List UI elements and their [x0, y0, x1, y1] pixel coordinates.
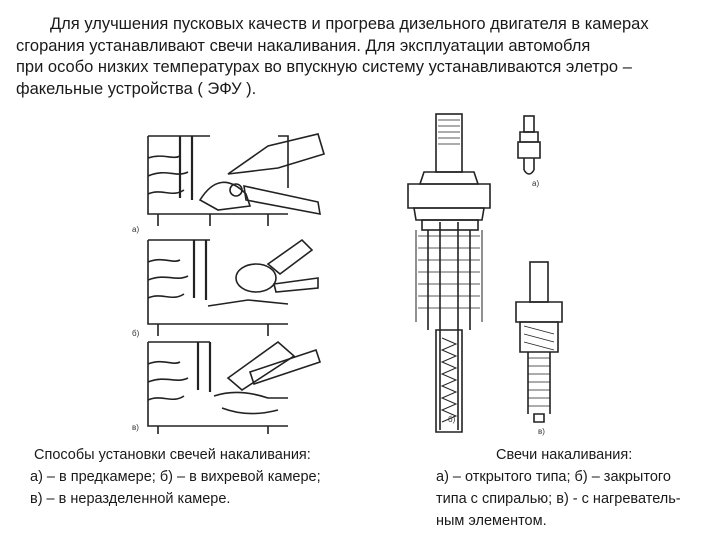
panel-a-drawing: [148, 134, 324, 226]
plug-c-label: в): [538, 427, 545, 436]
plug-b-label: б): [448, 415, 456, 424]
panel-a-label: а): [132, 225, 140, 234]
intro-line-4: факельные устройства ( ЭФУ ).: [16, 79, 257, 98]
caption-left-line-1: а) – в предкамере; б) – в вихревой камере;: [30, 469, 321, 485]
plug-a-label: а): [532, 179, 540, 188]
closed-type-plug-drawing: [408, 114, 490, 432]
panel-b-label: б): [132, 329, 140, 338]
caption-left-line-2: в) – в неразделенной камере.: [30, 491, 231, 507]
heating-element-plug-drawing: [516, 262, 562, 422]
caption-installation-methods: [30, 444, 321, 510]
caption-left-title: Способы установки свечей накаливания:: [34, 447, 311, 463]
intro-line-1: Для улучшения пусковых качеств и прогрева дизельного двигателя в камерах: [50, 15, 649, 33]
caption-right-line-1: а) – открытого типа; б) – закрытого: [436, 469, 671, 485]
panel-c-drawing: [148, 342, 320, 434]
panel-c-label: в): [132, 423, 139, 432]
caption-right-line-2: типа с спиралью; в) - с нагреватель-: [436, 491, 681, 507]
caption-right-title: Свечи накаливания:: [496, 447, 633, 463]
open-type-plug-drawing: [518, 116, 540, 174]
panel-b-drawing: [148, 240, 318, 336]
glow-plug-types-figure: [398, 112, 578, 440]
intro-line-3: при особо низких температурах во впускную систему устанавливаются элетро –: [16, 58, 632, 76]
caption-glow-plug-types: [436, 444, 681, 532]
intro-paragraph: [16, 14, 716, 100]
caption-right-line-3: ным элементом.: [436, 513, 547, 529]
installation-methods-figure: [118, 128, 340, 434]
intro-line-2: сгорания устанавливают свечи накаливания. Для эксплуатации автомобля: [16, 36, 591, 55]
